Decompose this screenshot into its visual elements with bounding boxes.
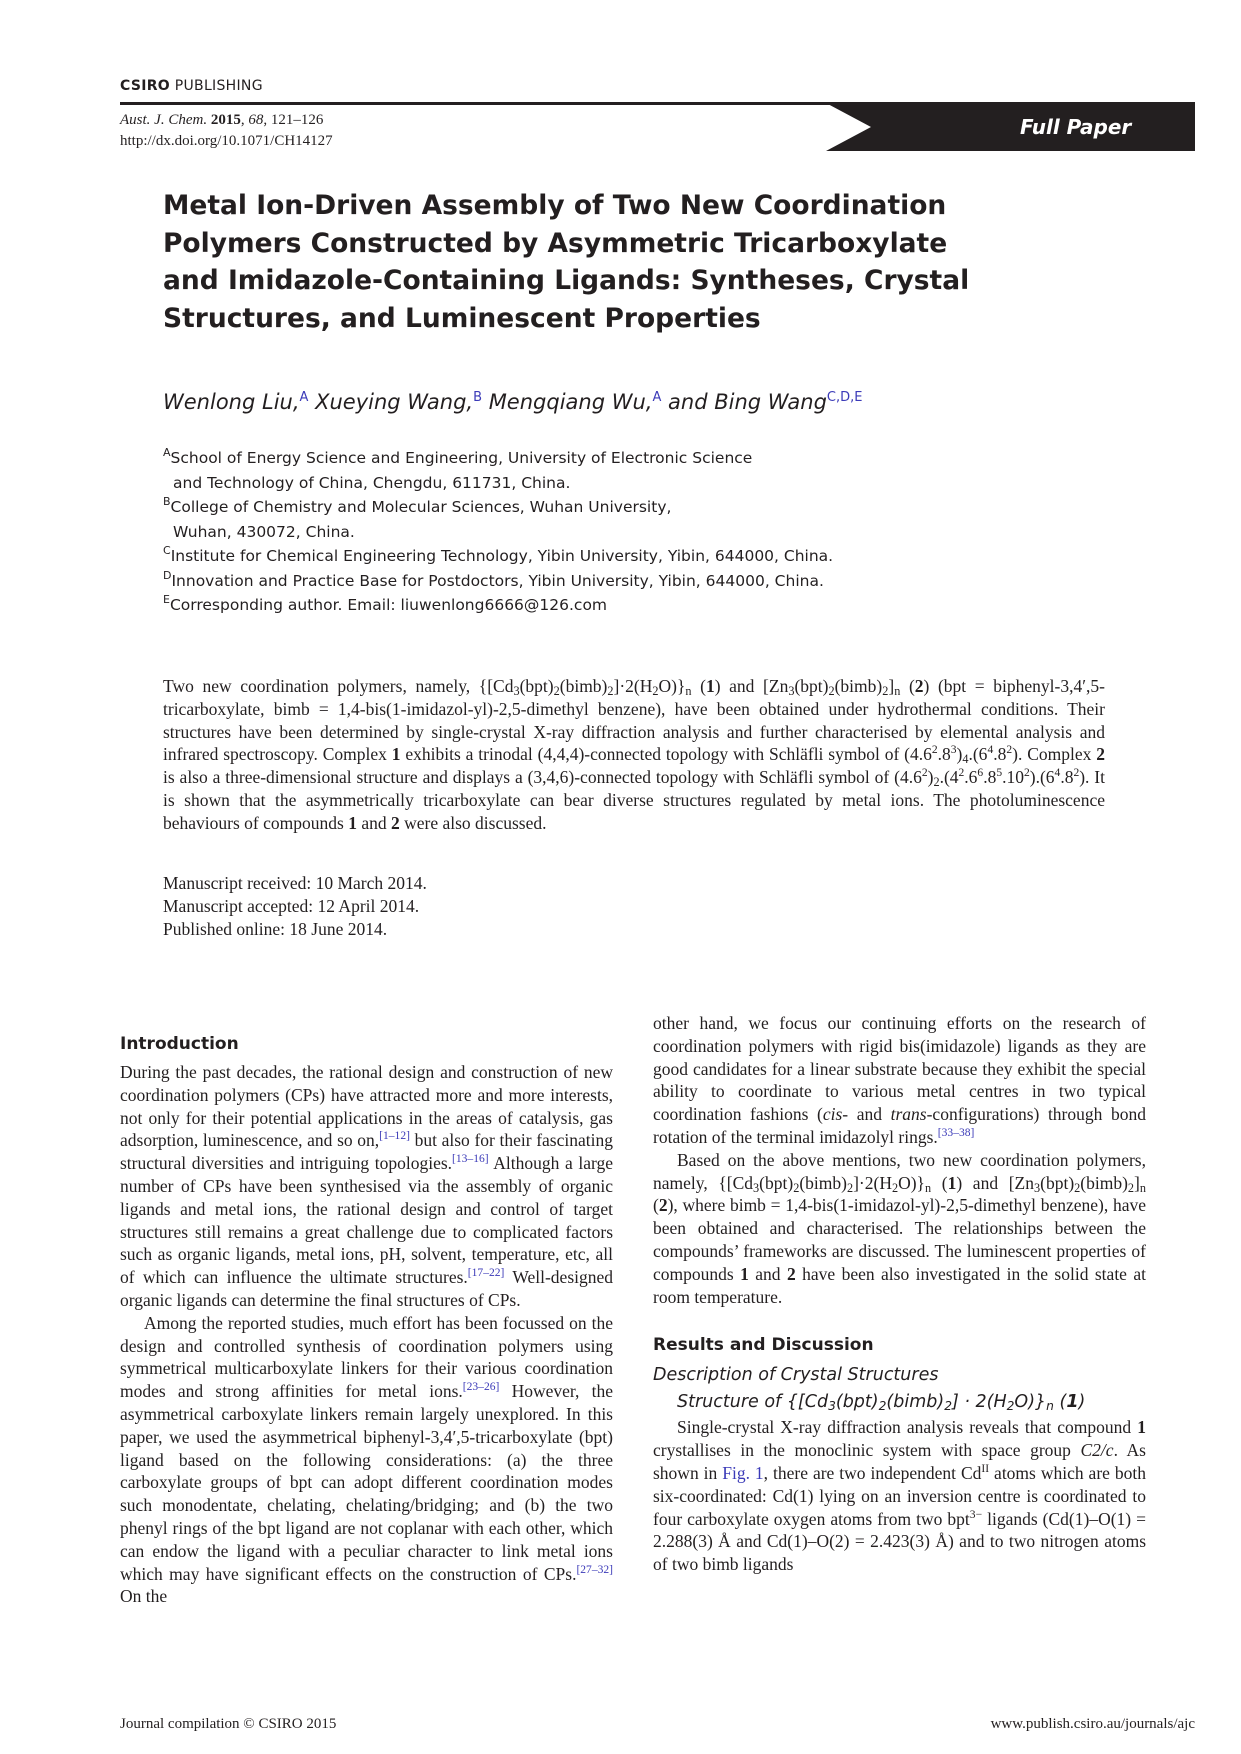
citation-link[interactable]: [1–12]	[379, 1130, 410, 1143]
affiliation-e: $^E$Corresponding author. Email: liuwenlong6666@126.com	[163, 593, 608, 614]
article-type-banner	[826, 103, 1195, 151]
affiliation-b: $^B$College of Chemistry and Molecular Sciences, Wuhan University,	[163, 495, 672, 516]
publisher-name: CSIRO PUBLISHING	[120, 78, 263, 94]
citation-link[interactable]: [17–22]	[467, 1267, 505, 1280]
article-title: Metal Ion-Driven Assembly of Two New Coordination Polymers Constructed by Asymmetric Tricarboxylate and Imidazole-Containing Ligands: Syntheses, Crystal Structures, and Luminescent Properties	[163, 190, 970, 334]
section-heading-introduction: Introduction	[120, 1034, 239, 1054]
article-type-label: Full Paper	[1020, 115, 1132, 139]
affiliation-marker: B	[473, 389, 483, 405]
affiliation-a: $^A$School of Energy Science and Engineering, University of Electronic Science	[163, 446, 753, 467]
author-name: Mengqiang Wu,	[482, 390, 653, 414]
left-column	[120, 1033, 613, 1608]
manuscript-dates	[163, 872, 427, 941]
figure-link[interactable]: Fig. 1	[722, 1462, 764, 1483]
doi-link[interactable]: http://dx.doi.org/10.1071/CH14127	[120, 133, 333, 149]
affiliation-marker: A	[652, 389, 662, 405]
paragraph: Among the reported studies, much effort has been focussed on the design and controlled synthesis of coordination polymers using symmetrical multicarboxylate linkers for their various coordination modes and strong affinities for metal ions.[23–26] However, the asymmetrical carboxylate linkers remain largely unexplored. In this paper, we used the asymmetrical biphenyl-3,4′,5-tricarboxylate (bpt) ligand based on the following considerations: (a) the three carboxylate groups of bpt can adopt different coordination modes such monodentate, chelating, chelating/bridging; and (b) the two phenyl rings of the bpt ligand are not coplanar with each other, which can endow the ligand with a peculiar character to link metal ions which may have significant effects on the construction of CPs.[27–32] On the	[120, 1312, 613, 1607]
author-list	[163, 390, 863, 414]
affiliation-marker: A	[299, 389, 309, 405]
date-online: Published online: 18 June 2014.	[163, 919, 388, 939]
abstract: Two new coordination polymers, namely, $\{[Cd_3(bpt)_2(bimb)_2]\cdot 2(H_2O)\}_n$ (1) and $[Zn_3(bpt)_2(bimb)_2]_n$ (2) (bpt = biphenyl-3,4′,5-tricarboxylate, bimb = 1,4-bis(1-imidazol-yl)-2,5-dimethyl benzene), have been obtained under hydrothermal conditions. Their structures have been determined by single-crystal X-ray diffraction analysis and further characterised by elemental analysis and infrared spectroscopy. Complex 1 exhibits a trinodal (4,4,4)-connected topology with Schläfli symbol of $(4.6^2.8^3)_4.(6^4.8^2)$. Complex 2 is also a three-dimensional structure and displays a (3,4,6)-connected topology with Schläfli symbol of $(4.6^2)_2.(4^2.6^6.8^5.10^2).(6^4.8^2)$. It is shown that the asymmetrically tricarboxylate can bear diverse structures regulated by metal ions. The photoluminescence behaviours of compounds 1 and 2 were also discussed.	[163, 676, 1105, 833]
paragraph: Single-crystal X-ray diffraction analysis reveals that compound 1 crystallises in the monoclinic system with space group C2/c. As shown in Fig. 1, there are two independent $Cd^{II}$ atoms which are both six-coordinated: Cd(1) lying on an inversion centre is coordinated to four carboxylate oxygen atoms from two bpt$^{3-}$ ligands (Cd(1)–O(1) = 2.288(3) Å and Cd(1)–O(2) = 2.423(3) Å) and to two nitrogen atoms of two bimb ligands	[653, 1417, 1146, 1575]
section-heading-results: Results and Discussion	[653, 1335, 874, 1356]
affiliation-c: $^C$Institute for Chemical Engineering Technology, Yibin University, Yibin, 644000, China.	[163, 544, 834, 565]
author-name: Xueying Wang,	[308, 390, 474, 414]
paragraph: During the past decades, the rational design and construction of new coordination polymers (CPs) have attracted more and more interests, not only for their potential applications in the areas of catalysis, gas adsorption, luminescence, and so on,[1–12] but also for their fascinating structural diversities and intriguing topologies.[13–16] Although a large number of CPs have been synthesised via the assembly of organic ligands and metal ions, the rational design and control of target structures still remains a great challenge due to complicated factors such as organic ligands, metal ions, pH, solvent, temperature, etc, all of which can influence the ultimate structures.[17–22] Well-designed organic ligands can determine the final structures of CPs.	[120, 1062, 614, 1310]
affiliation-d: $^D$Innovation and Practice Base for Postdoctors, Yibin University, Yibin, 644000, China.	[163, 568, 824, 590]
citation-link[interactable]: [13–16]	[452, 1153, 489, 1166]
paragraph: Based on the above mentions, two new coordination polymers, namely, $\{[Cd_3(bpt)_2(bimb)_2]\cdot 2(H_2O)\}_n$ (1) and $[Zn_3(bpt)_2(bimb)_2]_n$ (2), where bimb = 1,4-bis(1-imidazol-yl)-2,5-dimethyl benzene), have been obtained and characterised. The relationships between the compounds’ frameworks are discussed. The luminescent properties of compounds 1 and 2 have been also investigated in the solid state at room temperature.	[653, 1149, 1146, 1307]
citation-link[interactable]: [23–26]	[462, 1381, 500, 1393]
journal-citation: Aust. J. Chem. 2015, 68, 121–126	[120, 112, 324, 128]
affiliation-marker: C,D,E	[826, 389, 863, 405]
citation-link[interactable]: [27–32]	[576, 1563, 613, 1576]
date-accepted: Manuscript accepted: 12 April 2014.	[163, 896, 420, 916]
citation-link[interactable]: [33–38]	[937, 1126, 975, 1139]
subsubsection-heading: Structure of $\{[Cd_3(bpt)_2(bimb)_2] \cdot 2(H_2O)\}_n$ (1)	[677, 1392, 1086, 1414]
author-name: and Bing Wang	[661, 390, 827, 414]
date-received: Manuscript received: 10 March 2014.	[163, 873, 427, 893]
footer-copyright: Journal compilation © CSIRO 2015	[120, 1716, 337, 1732]
footer-url[interactable]: www.publish.csiro.au/journals/ajc	[990, 1716, 1195, 1732]
affiliations: $^A$School of Energy Science and Engineering, University of Electronic Science and Technology of China, Chengdu, 611731, China. $^B$College of Chemistry and Molecular Sciences, Wuhan University, Wuhan, 430072, China. $^C$Institute for Chemical Engineering Technology, Yibin University, Yibin, 644000, China. $^D$Innovation and Practice Base for Postdoctors, Yibin University, Yibin, 644000, China. $^E$Corresponding author. Email: liuwenlong6666@126.com	[163, 446, 833, 618]
subsection-heading: Description of Crystal Structures	[653, 1365, 939, 1386]
author-name: Wenlong Liu,	[163, 390, 300, 414]
paragraph: other hand, we focus our continuing efforts on the research of coordination polymers with rigid bis(imidazole) ligands as they are good candidates for a linear substrate because they exhibit the special ability to coordinate to various metal centres in two typical coordination fashions (cis- and trans-configurations) through bond rotation of the terminal imidazolyl rings.[33–38]	[653, 1013, 1146, 1147]
right-column	[653, 1012, 1146, 1576]
